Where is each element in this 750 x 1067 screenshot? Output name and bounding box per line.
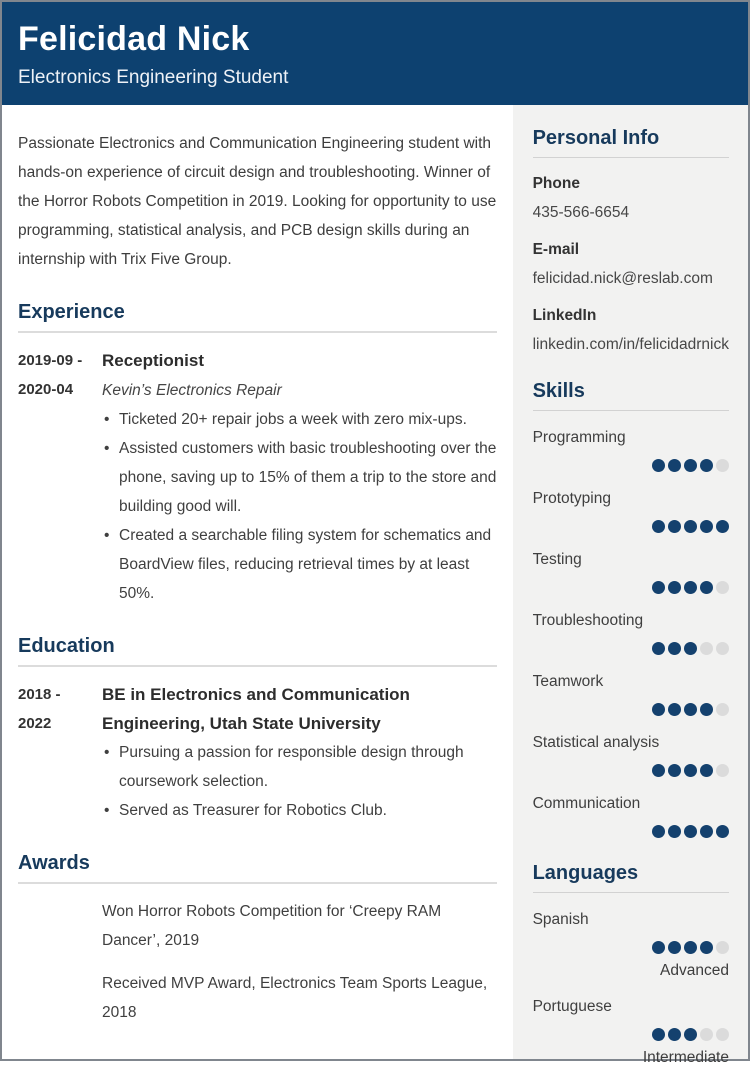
rating-dot-filled	[684, 642, 697, 655]
bullet-item: • Assisted customers with basic troubleshooting over the phone, saving up to 15% of them a trip to the store and building good will.	[102, 434, 497, 521]
language-portuguese	[533, 996, 729, 1067]
linkedin-value: linkedin.com/in/felicidadrnick	[532, 336, 729, 353]
field-linkedin	[533, 305, 729, 356]
rating-dot-filled	[652, 581, 665, 594]
skill-communication	[533, 793, 729, 838]
sidebar	[513, 105, 748, 1066]
rating-dot-empty	[716, 764, 729, 777]
language-spanish	[533, 909, 729, 980]
rating-dot-empty	[716, 703, 729, 716]
awards-entry	[18, 897, 497, 1041]
rating-dot-filled	[700, 459, 713, 472]
rating-dot-filled	[652, 703, 665, 716]
rating-dot-empty	[700, 1028, 713, 1041]
rating-dot-filled	[684, 764, 697, 777]
rating-dot-filled	[668, 1028, 681, 1041]
summary-text: Passionate Electronics and Communication Engineering student with hands-on experience of circuit design and troubleshooting. Winner of the Horror Robots Competition in 2019. Looking for opportunity to use programming, statistical analysis, and PCB design skills during an internship with Trix Five Group.	[18, 135, 497, 268]
date-end: 2020-04	[18, 381, 74, 398]
awards-body	[102, 897, 497, 1041]
candidate-name: Felicidad Nick	[18, 20, 250, 58]
rating-dot-filled	[652, 642, 665, 655]
skill-rating	[533, 459, 729, 472]
phone-value: 435-566-6654	[532, 204, 630, 221]
skill-testing	[533, 549, 729, 594]
rating-dot-filled	[700, 764, 713, 777]
experience-bullets	[102, 405, 497, 608]
rating-dot-empty	[716, 581, 729, 594]
rating-dot-filled	[684, 941, 697, 954]
education-entry	[18, 680, 497, 825]
education-body	[102, 680, 497, 825]
rating-dot-filled	[684, 581, 697, 594]
rating-dot-filled	[668, 459, 681, 472]
bullet-item: • Served as Treasurer for Robotics Club.	[102, 796, 497, 825]
linkedin-label: LinkedIn	[532, 307, 597, 324]
skill-rating	[533, 581, 729, 594]
experience-heading: Experience	[18, 301, 125, 323]
rating-dot-filled	[668, 764, 681, 777]
personal-info-heading: Personal Info	[532, 127, 660, 149]
date-start: 2019-09 -	[18, 352, 83, 369]
rating-dot-filled	[668, 703, 681, 716]
candidate-title: Electronics Engineering Student	[18, 67, 289, 88]
content-columns	[2, 105, 748, 1066]
section-skills	[533, 380, 729, 838]
rating-dot-filled	[700, 703, 713, 716]
date-start: 2018 -	[18, 686, 61, 703]
bullet-item: • Created a searchable filing system for schematics and BoardView files, reducing retrieval times by at least 50%.	[102, 521, 497, 608]
skill-rating	[533, 703, 729, 716]
skill-rating	[533, 764, 729, 777]
date-end: 2022	[18, 715, 52, 732]
skill-name: Statistical analysis	[532, 734, 660, 751]
rating-dot-filled	[652, 1028, 665, 1041]
rating-dot-filled	[652, 941, 665, 954]
section-divider	[18, 331, 497, 333]
rating-dot-filled	[668, 825, 681, 838]
section-divider	[533, 892, 729, 893]
degree-title: BE in Electronics and Communication Engineering, Utah State University	[102, 685, 410, 733]
skill-name: Testing	[532, 551, 582, 568]
education-heading: Education	[18, 635, 115, 657]
section-divider	[533, 157, 729, 158]
rating-dot-empty	[716, 459, 729, 472]
skill-name: Teamwork	[532, 673, 604, 690]
language-rating	[533, 1028, 729, 1041]
skill-name: Programming	[532, 429, 626, 446]
field-email	[533, 239, 729, 290]
main-column	[2, 105, 513, 1059]
skill-troubleshooting	[533, 610, 729, 655]
skill-rating	[533, 520, 729, 533]
rating-dot-filled	[700, 941, 713, 954]
rating-dot-filled	[684, 825, 697, 838]
skills-heading: Skills	[532, 380, 585, 402]
experience-body	[102, 346, 497, 608]
rating-dot-filled	[652, 459, 665, 472]
rating-dot-filled	[652, 825, 665, 838]
section-education	[18, 635, 497, 825]
section-experience	[18, 301, 497, 608]
language-level-label: Intermediate	[642, 1049, 729, 1066]
section-divider	[533, 410, 729, 411]
skill-prototyping	[533, 488, 729, 533]
rating-dot-filled	[700, 520, 713, 533]
resume-header	[2, 2, 748, 105]
section-personal-info	[533, 127, 729, 356]
phone-label: Phone	[532, 175, 580, 192]
rating-dot-filled	[652, 520, 665, 533]
education-dates	[18, 680, 102, 825]
rating-dot-filled	[716, 520, 729, 533]
language-rating	[533, 941, 729, 954]
skill-statistical-analysis	[533, 732, 729, 777]
rating-dot-filled	[684, 520, 697, 533]
skill-rating	[533, 825, 729, 838]
rating-dot-empty	[700, 642, 713, 655]
field-phone	[533, 173, 729, 224]
rating-dot-filled	[684, 459, 697, 472]
section-languages	[533, 862, 729, 1067]
education-bullets	[102, 738, 497, 825]
awards-dates-spacer	[18, 897, 102, 1041]
skill-programming	[533, 427, 729, 472]
experience-entry	[18, 346, 497, 608]
language-level-label: Advanced	[660, 962, 729, 979]
rating-dot-filled	[684, 703, 697, 716]
bullet-item: • Pursuing a passion for responsible design through coursework selection.	[102, 738, 497, 796]
rating-dot-filled	[668, 941, 681, 954]
rating-dot-empty	[716, 1028, 729, 1041]
skill-teamwork	[533, 671, 729, 716]
email-label: E-mail	[532, 241, 580, 258]
rating-dot-filled	[684, 1028, 697, 1041]
skill-name: Troubleshooting	[532, 612, 644, 629]
skill-rating	[533, 642, 729, 655]
experience-dates	[18, 346, 102, 608]
job-title: Receptionist	[102, 351, 205, 370]
skill-name: Communication	[532, 795, 641, 812]
languages-heading: Languages	[532, 862, 639, 884]
rating-dot-filled	[652, 764, 665, 777]
rating-dot-filled	[716, 825, 729, 838]
skill-name: Prototyping	[532, 490, 611, 507]
awards-heading: Awards	[18, 852, 90, 874]
rating-dot-filled	[668, 642, 681, 655]
language-name: Portuguese	[532, 998, 612, 1015]
section-awards	[18, 852, 497, 1041]
rating-dot-filled	[668, 581, 681, 594]
award-item: Received MVP Award, Electronics Team Sports League, 2018	[102, 975, 488, 1021]
email-value: felicidad.nick@reslab.com	[532, 270, 713, 287]
rating-dot-filled	[700, 825, 713, 838]
rating-dot-empty	[716, 941, 729, 954]
rating-dot-empty	[716, 642, 729, 655]
rating-dot-filled	[668, 520, 681, 533]
section-divider	[18, 882, 497, 884]
bullet-item: • Ticketed 20+ repair jobs a week with zero mix-ups.	[102, 405, 497, 434]
company-name: Kevin’s Electronics Repair	[102, 382, 282, 399]
section-divider	[18, 665, 497, 667]
language-name: Spanish	[532, 911, 589, 928]
award-item: Won Horror Robots Competition for ‘Creepy RAM Dancer’, 2019	[102, 903, 442, 949]
rating-dot-filled	[700, 581, 713, 594]
